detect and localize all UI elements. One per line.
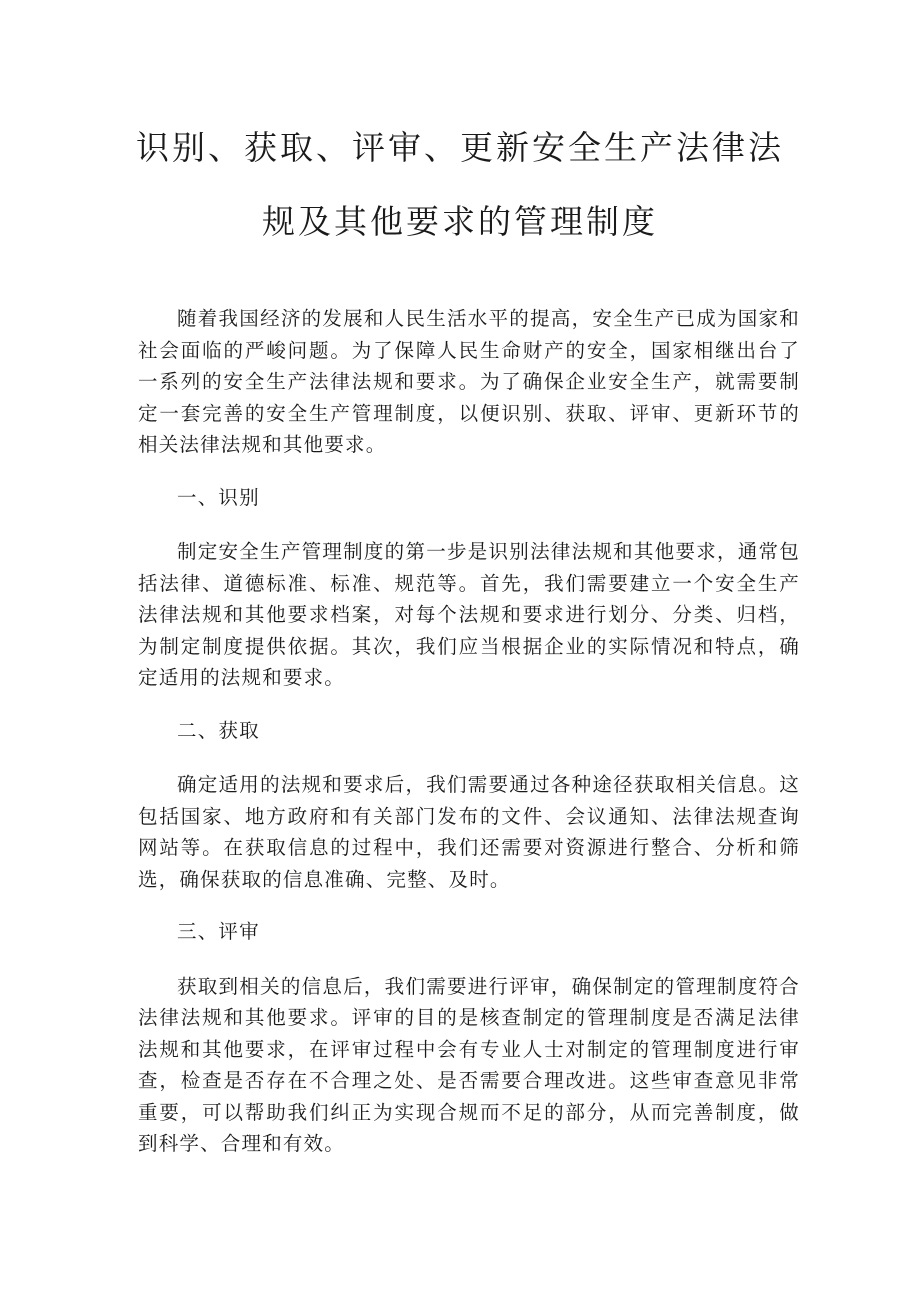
- section-heading-obtain: 二、获取: [177, 718, 260, 742]
- section-heading-review: 三、评审: [177, 920, 260, 943]
- section-paragraph-identify: 制定安全生产管理制度的第一步是识别法律法规和其他要求，通常包括法律、道德标准、标准、规范等。首先，我们需要建立一个安全生产法律法规和其他要求档案，对每个法规和要求进行划分、分类、归档，为制定制度提供依据。其次，我们应当根据企业的实际情况和特点，确定适用的法规和要求。: [138, 540, 800, 689]
- intro-paragraph: 随着我国经济的发展和人民生活水平的提高，安全生产已成为国家和社会面临的严峻问题。为了保障人民生命财产的安全，国家相继出台了一系列的安全生产法律法规和要求。为了确保企业安全生产，就需要制定一套完善的安全生产管理制度，以便识别、获取、评审、更新环节的相关法律法规和其他要求。: [138, 307, 800, 456]
- section-paragraph-obtain: 确定适用的法规和要求后，我们需要通过各种途径获取相关信息。这包括国家、地方政府和有关部门发布的文件、会议通知、法律法规查询网站等。在获取信息的过程中，我们还需要对资源进行整合、分析和筛选，确保获取的信息准确、完整、及时。: [138, 773, 800, 891]
- document-title-line-1: 识别、获取、评审、更新安全生产法律法: [136, 128, 784, 167]
- section-paragraph-review: 获取到相关的信息后，我们需要进行评审，确保制定的管理制度符合法律法规和其他要求。评审的目的是核查制定的管理制度是否满足法律法规和其他要求，在评审过程中会有专业人士对制定的管理制度进行审查，检查是否存在不合理之处、是否需要合理改进。这些审查意见非常重要，可以帮助我们纠正为实现合规而不足的部分，从而完善制度，做到科学、合理和有效。: [138, 974, 800, 1155]
- section-heading-identify: 一、识别: [177, 485, 260, 509]
- document-title-line-2: 规及其他要求的管理制度: [262, 202, 658, 241]
- document-body: [138, 303, 800, 1160]
